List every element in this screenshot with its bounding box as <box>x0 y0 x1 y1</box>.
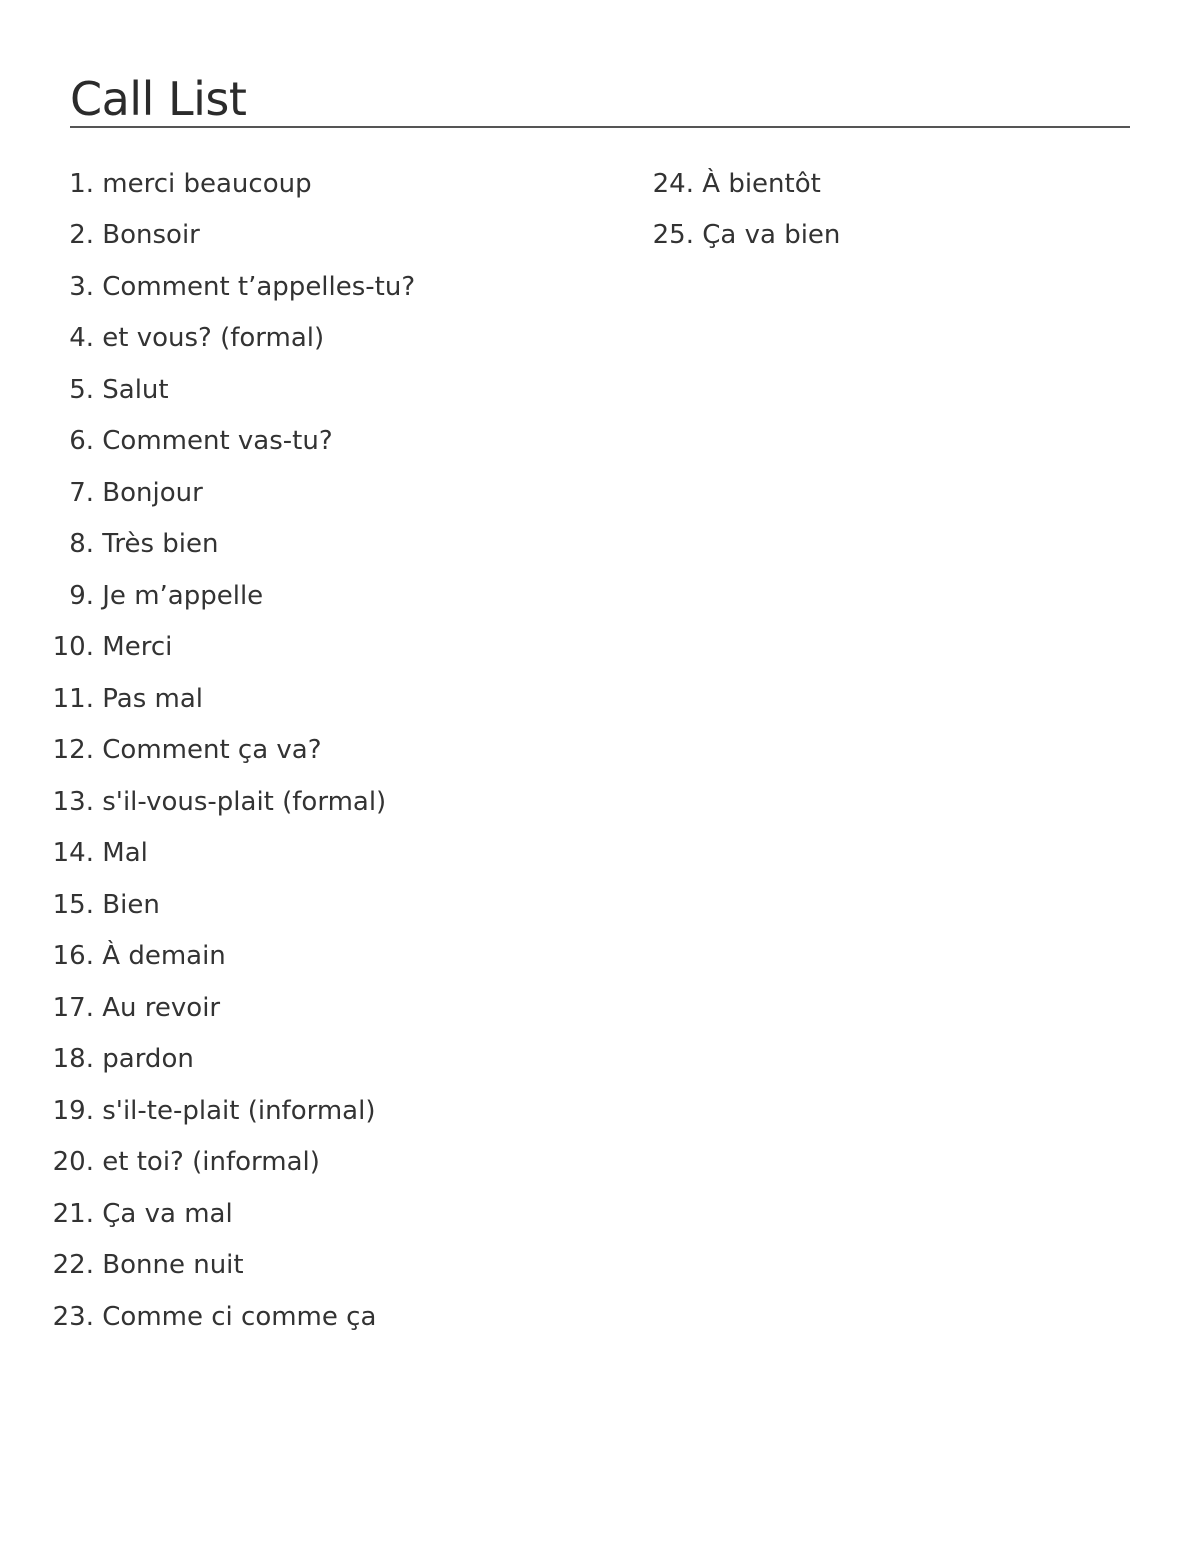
list-item-spacer <box>94 1096 102 1126</box>
list-item-number: 2. <box>69 220 94 251</box>
list-item-number: 19. <box>52 1095 94 1126</box>
list-item <box>30 828 590 880</box>
list-item-number: 16. <box>52 941 94 972</box>
list-item-text: Ça va mal <box>102 1198 233 1229</box>
list-item-spacer <box>94 1147 102 1177</box>
list-item <box>630 158 1130 210</box>
list-item-spacer <box>94 169 102 199</box>
list-item <box>30 931 590 983</box>
list-item <box>30 1034 590 1086</box>
list-item-text: Bonjour <box>102 477 203 508</box>
list-item <box>30 725 590 777</box>
list-item-text: et vous? (formal) <box>102 323 325 354</box>
list-item-text: Pas mal <box>102 683 204 714</box>
list-item <box>30 1291 590 1343</box>
list-item <box>30 467 590 519</box>
list-item-text: s'il-te-plait (informal) <box>102 1095 376 1126</box>
list-item-number: 17. <box>52 992 94 1023</box>
list-item-text: À demain <box>102 941 226 972</box>
list-item-text: Merci <box>102 632 173 663</box>
list-item <box>30 1188 590 1240</box>
list-item-spacer <box>94 1199 102 1229</box>
list-item-text: Comme ci comme ça <box>102 1301 377 1332</box>
list-item-spacer <box>694 220 702 250</box>
list-item <box>30 570 590 622</box>
list-item-number: 10. <box>52 632 94 663</box>
list-item <box>30 158 590 210</box>
list-item-number: 4. <box>69 323 94 354</box>
list-item-text: s'il-vous-plait (formal) <box>102 786 387 817</box>
list-item-text: Bonne nuit <box>102 1250 244 1281</box>
list-item-text: Comment t’appelles-tu? <box>102 271 416 302</box>
list-item-spacer <box>94 272 102 302</box>
list-item-number: 3. <box>69 271 94 302</box>
list-item <box>30 1240 590 1292</box>
list-item <box>30 776 590 828</box>
list-item-number: 8. <box>69 529 94 560</box>
list-item <box>30 879 590 931</box>
list-item-number: 15. <box>52 889 94 920</box>
list-item-spacer <box>94 838 102 868</box>
list-item-number: 14. <box>52 838 94 869</box>
list-item-spacer <box>94 684 102 714</box>
list-item-text: Comment vas-tu? <box>102 426 333 457</box>
list-item-spacer <box>694 169 702 199</box>
list-item-text: Mal <box>102 838 148 869</box>
list-item <box>30 261 590 313</box>
list-item-number: 7. <box>69 477 94 508</box>
list-item-number: 22. <box>52 1250 94 1281</box>
list-item <box>30 1137 590 1189</box>
list-item <box>30 313 590 365</box>
list-item <box>30 673 590 725</box>
list-item <box>30 982 590 1034</box>
list-item-spacer <box>94 941 102 971</box>
list-item-number: 6. <box>69 426 94 457</box>
list-item-spacer <box>94 993 102 1023</box>
list-item-text: et toi? (informal) <box>102 1147 320 1178</box>
list-item-text: merci beaucoup <box>102 168 312 199</box>
list-item-spacer <box>94 1302 102 1332</box>
list-item-spacer <box>94 890 102 920</box>
list-item-number: 20. <box>52 1147 94 1178</box>
list-item <box>30 364 590 416</box>
list-item <box>30 416 590 468</box>
list-item-number: 13. <box>52 786 94 817</box>
list-item-number: 11. <box>52 683 94 714</box>
list-item-text: Bonsoir <box>102 220 200 251</box>
list-item-text: Au revoir <box>102 992 221 1023</box>
list-item <box>30 622 590 674</box>
list-item-number: 9. <box>69 580 94 611</box>
list-item-text: Je m’appelle <box>102 580 264 611</box>
list-item-spacer <box>94 735 102 765</box>
list-item-number: 18. <box>52 1044 94 1075</box>
list-item-text: Très bien <box>102 529 219 560</box>
list-item-spacer <box>94 1250 102 1280</box>
list-item <box>630 210 1130 262</box>
list-item-text: Bien <box>102 889 160 920</box>
call-list-right-column <box>630 158 1130 261</box>
list-item-spacer <box>94 220 102 250</box>
list-item-number: 25. <box>652 220 694 251</box>
list-item-spacer <box>94 478 102 508</box>
page-title: Call List <box>70 72 247 126</box>
list-item-text: À bientôt <box>702 168 821 199</box>
list-item-number: 1. <box>69 168 94 199</box>
list-item <box>30 519 590 571</box>
list-item-number: 5. <box>69 374 94 405</box>
list-item-number: 21. <box>52 1198 94 1229</box>
list-item-spacer <box>94 375 102 405</box>
call-list-left-column <box>30 158 590 1343</box>
list-item-spacer <box>94 787 102 817</box>
list-item-spacer <box>94 426 102 456</box>
list-item-number: 23. <box>52 1301 94 1332</box>
list-item-text: Comment ça va? <box>102 735 322 766</box>
list-item <box>30 210 590 262</box>
title-divider <box>70 126 1130 128</box>
list-item-spacer <box>94 632 102 662</box>
list-item-number: 24. <box>652 168 694 199</box>
list-item-spacer <box>94 323 102 353</box>
list-item-number: 12. <box>52 735 94 766</box>
list-item-text: Salut <box>102 374 169 405</box>
list-item-text: Ça va bien <box>702 220 841 251</box>
list-item-spacer <box>94 1044 102 1074</box>
list-item <box>30 1085 590 1137</box>
list-item-text: pardon <box>102 1044 194 1075</box>
